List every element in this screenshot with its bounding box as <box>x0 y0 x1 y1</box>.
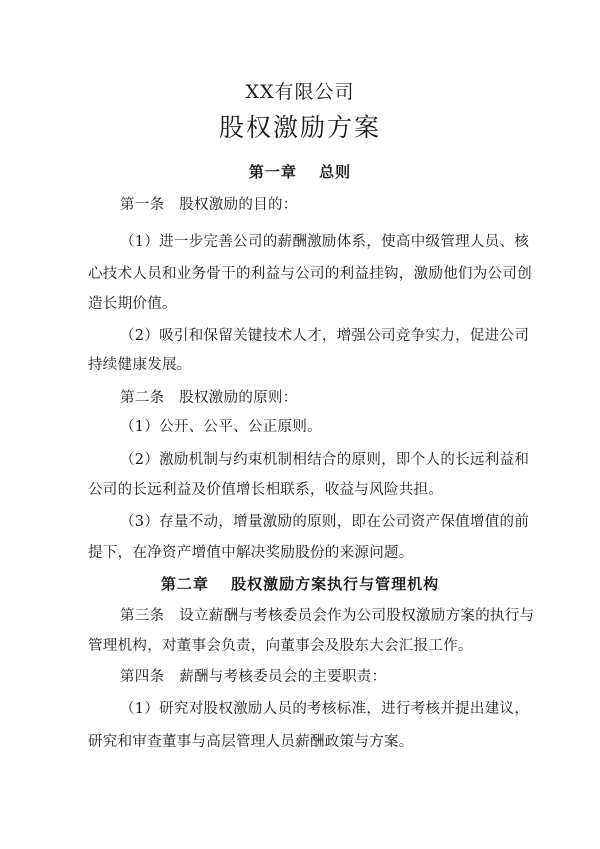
article-3-line-1: 第三条 设立薪酬与考核委员会作为公司股权激励方案的执行与 <box>120 608 535 624</box>
article-4-item-1-line-2: 研究和审查董事与高层管理人员薪酬政策与方案。 <box>88 734 414 750</box>
article-2-title: 第二条 股权激励的原则： <box>120 390 298 406</box>
article-2-item-1: （1）公开、公平、公正原则。 <box>120 419 322 435</box>
article-1-item-1-line-1: （1）进一步完善公司的薪酬激励体系，使高中级管理人员、核 <box>120 234 530 250</box>
article-1-title: 第一条 股权激励的目的： <box>120 197 298 213</box>
chapter-1-heading: 第一章 总则 <box>248 163 352 181</box>
company-name: XX有限公司 <box>245 81 355 103</box>
article-1-item-1-line-3: 造长期价值。 <box>88 296 177 312</box>
chapter-2-heading: 第二章 股权激励方案执行与管理机构 <box>160 575 440 593</box>
article-2-item-3-line-2: 提下，在净资产增值中解决奖励股份的来源问题。 <box>88 545 414 561</box>
article-3-line-2: 管理机构，对董事会负责，向董事会及股东大会汇报工作。 <box>88 638 473 654</box>
article-1-item-2-line-1: （2）吸引和保留关键技术人才，增强公司竞争实力，促进公司 <box>120 328 530 344</box>
article-1-item-1-line-2: 心技术人员和业务骨干的利益与公司的利益挂钩，激励他们为公司创 <box>88 266 532 282</box>
article-1-item-2-line-2: 持续健康发展。 <box>88 357 192 373</box>
article-4-item-1-line-1: （1）研究对股权激励人员的考核标准，进行考核并提出建议， <box>120 701 530 717</box>
document-title: 股权激励方案 <box>218 113 381 142</box>
article-2-item-2-line-2: 公司的长远利益及价值增长相联系，收益与风险共担。 <box>88 482 444 498</box>
article-2-item-2-line-1: （2）激励机制与约束机制相结合的原则，即个人的长远利益和 <box>120 452 530 468</box>
article-2-item-3-line-1: （3）存量不动，增量激励的原则，即在公司资产保值增值的前 <box>120 514 530 530</box>
article-4-title: 第四条 薪酬与考核委员会的主要职责： <box>120 669 387 685</box>
